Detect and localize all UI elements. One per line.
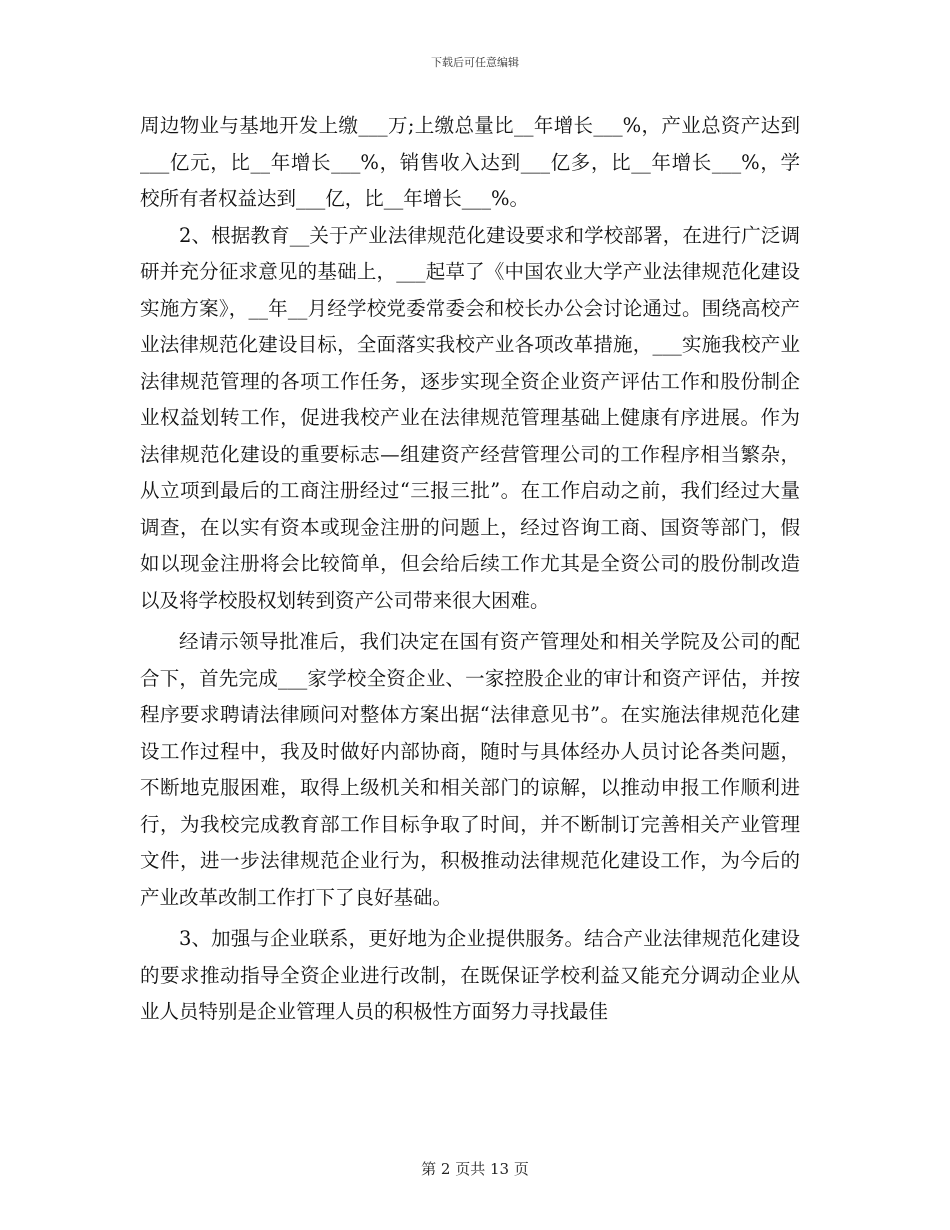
paragraph-2: 2、根据教育__关于产业法律规范化建设要求和学校部署，在进行广泛调研并充分征求意见的基础上，___起草了《中国农业大学产业法律规范化建设实施方案》，__年__月经学校党委常委会和校长办公会讨论通过。围绕高校产业法律规范化建设目标，全面落实我校产业各项改革措施，___实施我校产业法律规范管理的各项工作任务，逐步实现全资企业资产评估工作和股份制企业权益划转工作，促进我校产业在法律规范管理基础上健康有序进展。作为法律规范化建设的重要标志—组建资产经营管理公司的工作程序相当繁杂，从立项到最后的工商注册经过“三报三批”。在工作启动之前，我们经过大量调查，在以实有资本或现金注册的问题上，经过咨询工商、国资等部门，假如以现金注册将会比较简单，但会给后续工作尤其是全资公司的股份制改造以及将学校股权划转到资产公司带来很大困难。 [140, 223, 800, 612]
page-footer: 第 2 页共 13 页 [421, 1160, 529, 1178]
document-body [140, 108, 800, 1031]
paragraph-4: 3、加强与企业联系，更好地为企业提供服务。结合产业法律规范化建设的要求推动指导全资企业进行改制，在既保证学校利益又能充分调动企业从业人员特别是企业管理人员的积极性方面努力寻找最佳 [140, 927, 800, 1023]
paragraph-1: 周边物业与基地开发上缴___万;上缴总量比__年增长___%，产业总资产达到___亿元，比__年增长___%，销售收入达到___亿多，比__年增长___%，学校所有者权益达到___亿，比__年增长___%。 [140, 114, 800, 210]
paragraph-3: 经请示领导批准后，我们决定在国有资产管理处和相关学院及公司的配合下，首先完成___家学校全资企业、一家控股企业的审计和资产评估，并按程序要求聘请法律顾问对整体方案出据“法律意见书”。在实施法律规范化建设工作过程中，我及时做好内部协商，随时与具体经办人员讨论各类问题，不断地克服困难，取得上级机关和相关部门的谅解，以推动申报工作顺利进行，为我校完成教育部工作目标争取了时间，并不断制订完善相关产业管理文件，进一步法律规范企业行为，积极推动法律规范化建设工作，为今后的产业改革改制工作打下了良好基础。 [140, 630, 800, 909]
page-header: 下载后可任意编辑 [431, 56, 519, 69]
